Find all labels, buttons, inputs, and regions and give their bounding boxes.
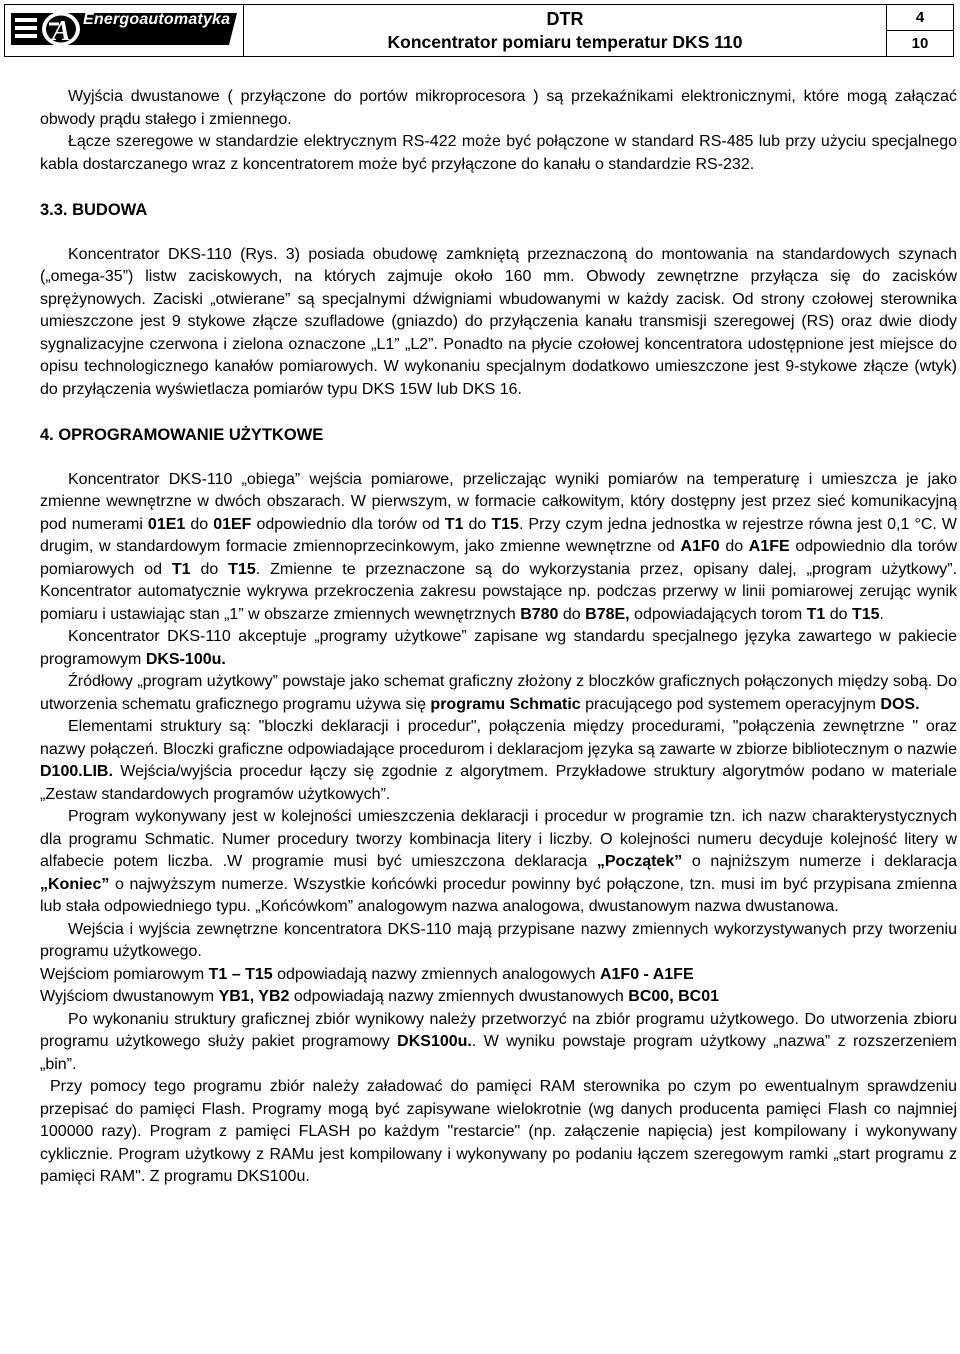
paragraph-loading: Przy pomocy tego programu zbiór należy załadować do pamięci RAM sterownika po czym po ewentualnym sprawdzeniu przepisać do pamięci Flash. Programy mogą być zapisywane wielokrotnie (wg danych producenta pamięci Flash co najmniej 100000 razy). Program z pamięci FLASH po każdym "restarcie" (np. załączenie napięcia) jest kompilowany i wykonywany cyklicznie. Program użytkowy z RAMu jest kompilowany i wykonywany po podaniu łączem szeregowym ramki „start programu z pamięci RAM". Z programu DKS100u. (40, 1078, 957, 1185)
paragraph-execution-order: Program wykonywany jest w kolejności umieszczenia deklaracji i procedur w programie tzn. ich nazw charakterystycznych dla programu Schmatic. Numer procedury tworzy kombinacja litery i liczby. O kolejności numeru decyduje kolejność litery w alfabecie potem liczba. .W programie musi być umieszczona deklaracja „Początek” o najniższym numerze i deklaracja „Koniec” o najwyższym numerze. Wszystkie końcówki procedur powinny być połączone, tzn. musi im być przypisana zmienna lub stała odpowiedniego typu. „Końcówkom” analogowym nazwa analogowa, dwustanowym nazwa dwustanowa. (40, 808, 957, 915)
paragraph-programs: Koncentrator DKS-110 akceptuje „programy użytkowe” zapisane wg standardu specjalnego języka zawartego w pakiecie programowym DKS-100u. (40, 628, 957, 668)
svg-text:A: A (52, 16, 71, 47)
section-heading-oprogramowanie: 4. OPROGRAMOWANIE UŻYTKOWE (40, 426, 324, 444)
paragraph-serial: Łącze szeregowe w standardzie elektrycznym RS-422 może być połączone w standard RS-485 lub przy użyciu specjalnego kabla dostarczanego wraz z koncentratorem może być przyłączone do kanału o standardzie RS-232. (40, 133, 957, 173)
document-title-block (244, 5, 887, 57)
paragraph-analog-inputs: Wejściom pomiarowym T1 – T15 odpowiadają nazwy zmiennych analogowych A1F0 - A1FE (40, 965, 694, 983)
paragraph-conversion: Po wykonaniu struktury graficznej zbiór wynikowy należy przetworzyć na zbiór programu użytkowego. Do utworzenia zbioru programu użytkowego służy pakiet programowy DKS100u.. W wyniku powstaje program użytkowy „nazwa” z rozszerzeniem „bin”. (40, 1010, 958, 1073)
paragraph-structure-elements: Elementami struktury są: "bloczki deklaracji i procedur", połączenia między procedurami, "połączenia zewnętrzne " oraz nazwy połączeń. Bloczki graficzne odpowiadające procedurom i deklaracjom języka są zawarte w zbiorze bibliotecznym o nazwie D100.LIB. Wejścia/wyjścia procedur łączy się zgodnie z algorytmem. Przykładowe struktury algorytmów podano w materiale „Zestaw standardowych programów użytkowych”. (40, 718, 957, 803)
paragraph-outputs: Wyjścia dwustanowe ( przyłączone do portów mikroprocesora ) są przekaźnikami elektronicznymi, które mogą załączać obwody prądu stałego i zmiennego. (40, 88, 957, 128)
page-number: 4 (887, 5, 953, 31)
page-number-block (887, 5, 954, 57)
company-name: Energoautomatyka (83, 11, 231, 28)
page-total: 10 (911, 35, 929, 52)
document-title: DTR (546, 8, 584, 29)
section-heading-budowa: 3.3. BUDOWA (40, 201, 148, 219)
paragraph-source-program: Źródłowy „program użytkowy” powstaje jako schemat graficzny złożony z bloczków graficznych połączonych między sobą. Do utworzenia schematu graficznego programu używa się programu Schmatic pracującego pod systemem operacyjnym DOS. (40, 673, 957, 713)
page-header (4, 4, 954, 56)
paragraph-measurement: Koncentrator DKS-110 „obiega” wejścia pomiarowe, przeliczając wyniki pomiarów na temperaturę i umieszcza je jako zmienne wewnętrzne w dwóch obszarach. W pierwszym, w formacie całkowitym, który dostępny jest przez sieć komunikacyjną pod numerami 01E1 do 01EF odpowiednio dla torów od T1 do T15. Przy czym jedna jednostka w rejestrze równa jest 0,1 °C. W drugim, w standardowym formacie zmiennoprzecinkowym, jako zmienne wewnętrzne od A1F0 do A1FE odpowiednio dla torów pomiarowych od T1 do T15. Zmienne te przeznaczone są do wykorzystania przez, opisany dalej, „program użytkowy”. Koncentrator automatycznie wykrywa przekroczenia zakresu powstające np. podczas przerwy w linii pomiarowej zerując wynik pomiaru i ustawiając stan „1” w obszarze zmiennych wewnętrznych B780 do B78E, odpowiadających torom T1 do T15. (40, 470, 958, 623)
paragraph-binary-outputs: Wyjściom dwustanowym YB1, YB2 odpowiadają nazwy zmiennych dwustanowych BC00, BC01 (40, 988, 719, 1005)
document-body (40, 86, 957, 1189)
document-subtitle: Koncentrator pomiaru temperatur DKS 110 (387, 31, 743, 52)
paragraph-io-names: Wejścia i wyjścia zewnętrzne koncentratora DKS-110 mają przypisane nazwy zmiennych wykorzystywanych przy tworzeniu programu użytkowego. (40, 920, 957, 960)
paragraph-budowa: Koncentrator DKS-110 (Rys. 3) posiada obudowę zamkniętą przeznaczoną do montowania na standardowych szynach („omega-35”) listw zaciskowych, na których zajmuje około 160 mm. Obwody zewnętrzne przyłącza się do zacisków sprężynowych. Zaciski „otwierane” są specjalnymi dźwigniami wbudowanymi w każdy zacisk. Od strony czołowej sterownika umieszczone jest 9 stykowe złącze szufladowe (gniazdo) do przyłączenia kanału transmisji szeregowej (RS) oraz dwie diody sygnalizacyjne czerwona i zielona oznaczone „L1” „L2”. Ponadto na płycie czołowej koncentratora udostępnione jest miejsce do opisu technologicznego kanałów pomiarowych. W wykonaniu specjalnym dodatkowo umieszczone jest 9-stykowe złącze (wtyk) do przyłączenia wyświetlacza pomiarów typu DKS 15W lub DKS 16. (40, 245, 957, 398)
company-logo (5, 5, 244, 57)
